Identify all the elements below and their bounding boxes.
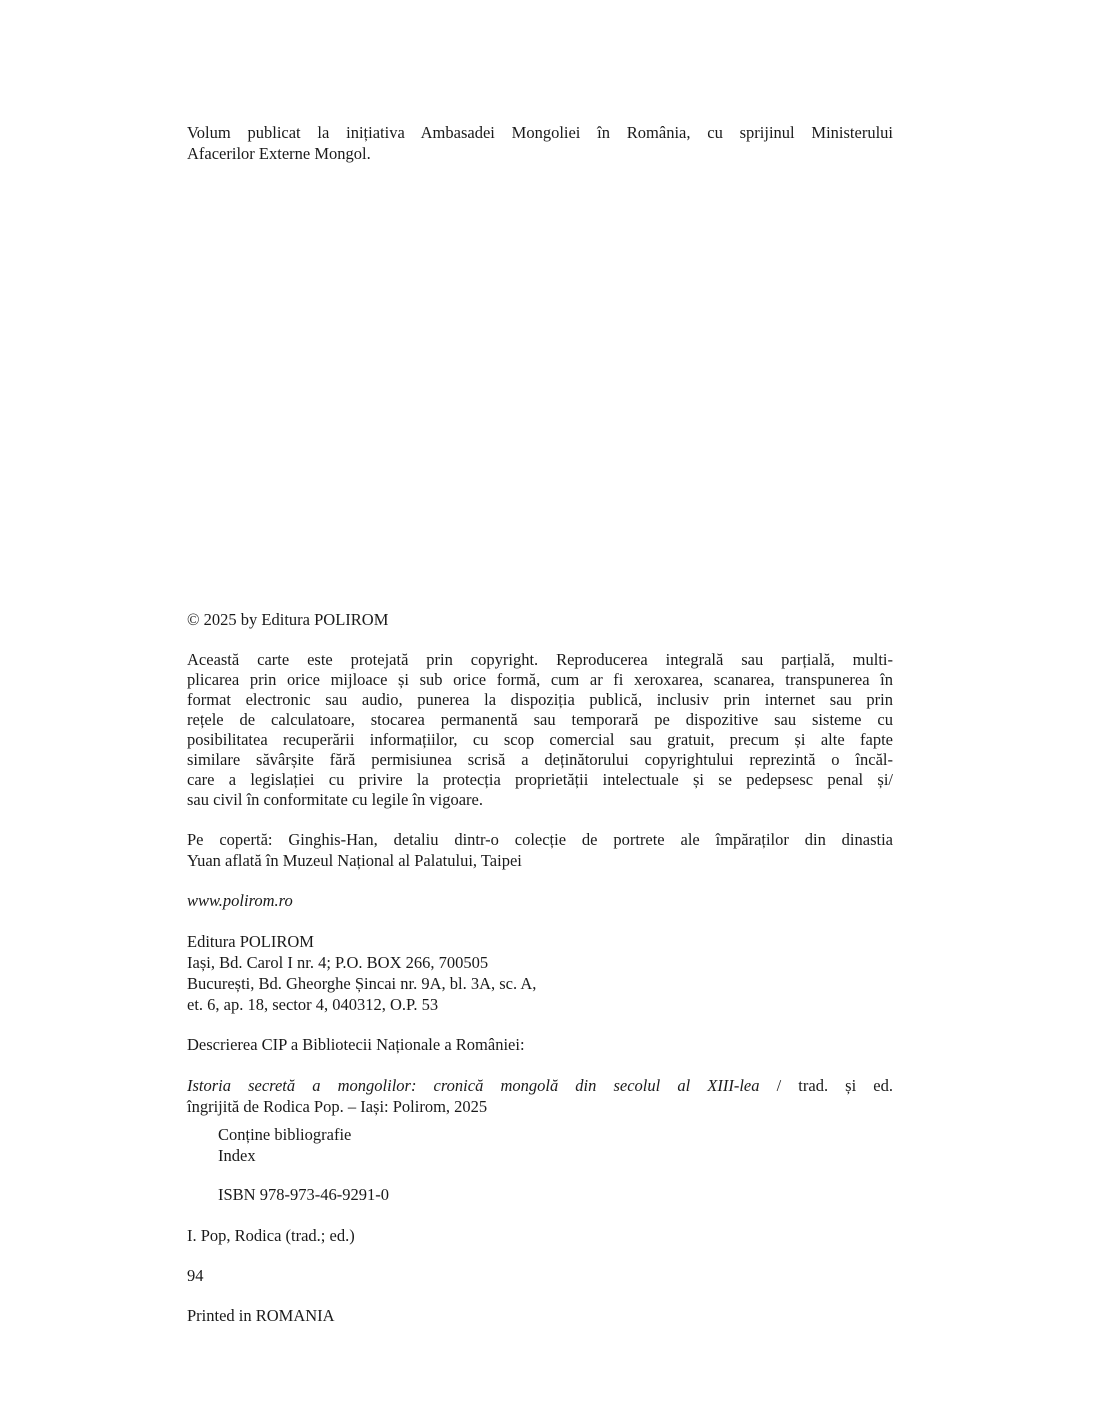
- publisher-line: Editura POLIROM: [187, 932, 314, 951]
- cover-line: Yuan aflată în Muzeul Național al Palatului, Taipei: [187, 851, 522, 870]
- printed-in: Printed in ROMANIA: [187, 1306, 335, 1325]
- cover-credit: [187, 829, 893, 871]
- isbn: ISBN 978-973-46-9291-0: [218, 1185, 389, 1204]
- sponsor-line: Volum publicat la inițiativa Ambasadei Mongoliei în România, cu sprijinul Ministerului: [187, 123, 893, 142]
- cip-citation: [187, 1075, 893, 1117]
- rights-paragraph: [187, 650, 893, 810]
- website-link[interactable]: www.polirom.ro: [187, 891, 293, 910]
- cip-line: [187, 1075, 893, 1096]
- cip-line-rest: / trad. și ed.: [759, 1076, 893, 1095]
- sponsor-note: [187, 123, 893, 164]
- publisher-line: București, Bd. Gheorghe Șincai nr. 9A, bl. 3A, sc. A,: [187, 974, 537, 993]
- cip-heading: Descrierea CIP a Bibliotecii Naționale a României:: [187, 1035, 525, 1054]
- cip-line: îngrijită de Rodica Pop. – Iași: Polirom, 2025: [187, 1097, 488, 1116]
- cip-note: Index: [218, 1146, 256, 1165]
- cip-class-number: 94: [187, 1266, 204, 1285]
- book-title: Istoria secretă a mongolilor: cronică mongolă din secolul al XIII-lea: [187, 1076, 760, 1095]
- cip-note: Conține bibliografie: [218, 1125, 352, 1144]
- rights-line: rețele de calculatoare, stocarea permanentă sau temporară pe dispozitive sau sisteme cu: [187, 710, 893, 729]
- copyright-notice: © 2025 by Editura POLIROM: [187, 610, 389, 629]
- cover-line: Pe copertă: Ginghis-Han, detaliu dintr-o colecție de portrete ale împăraților din dinastia: [187, 830, 893, 849]
- rights-line: care a legislației cu privire la protecția proprietății intelectuale și se pedepsesc penal și/: [187, 770, 893, 789]
- publisher-line: et. 6, ap. 18, sector 4, 040312, O.P. 53: [187, 995, 439, 1014]
- publisher-address: [187, 931, 893, 1015]
- sponsor-line: Afacerilor Externe Mongol.: [187, 143, 371, 163]
- cip-contributor: I. Pop, Rodica (trad.; ed.): [187, 1226, 355, 1245]
- publisher-line: Iași, Bd. Carol I nr. 4; P.O. BOX 266, 700505: [187, 953, 489, 972]
- rights-line: Această carte este protejată prin copyright. Reproducerea integrală sau parțială, multi-: [187, 650, 893, 669]
- rights-line: format electronic sau audio, punerea la dispoziția publică, inclusiv prin internet sau prin: [187, 690, 893, 709]
- rights-line: posibilitatea recuperării informațiilor, cu scop comercial sau gratuit, precum și alte fapte: [187, 730, 893, 749]
- rights-line: similare săvârșite fără permisiunea scrisă a deținătorului copyrightului reprezintă o încăl-: [187, 750, 893, 769]
- rights-line: sau civil în conformitate cu legile în vigoare.: [187, 790, 483, 809]
- rights-line: plicarea prin orice mijloace și sub orice formă, cum ar fi xeroxarea, scanarea, transpunerea în: [187, 670, 893, 689]
- cip-notes: [218, 1124, 818, 1166]
